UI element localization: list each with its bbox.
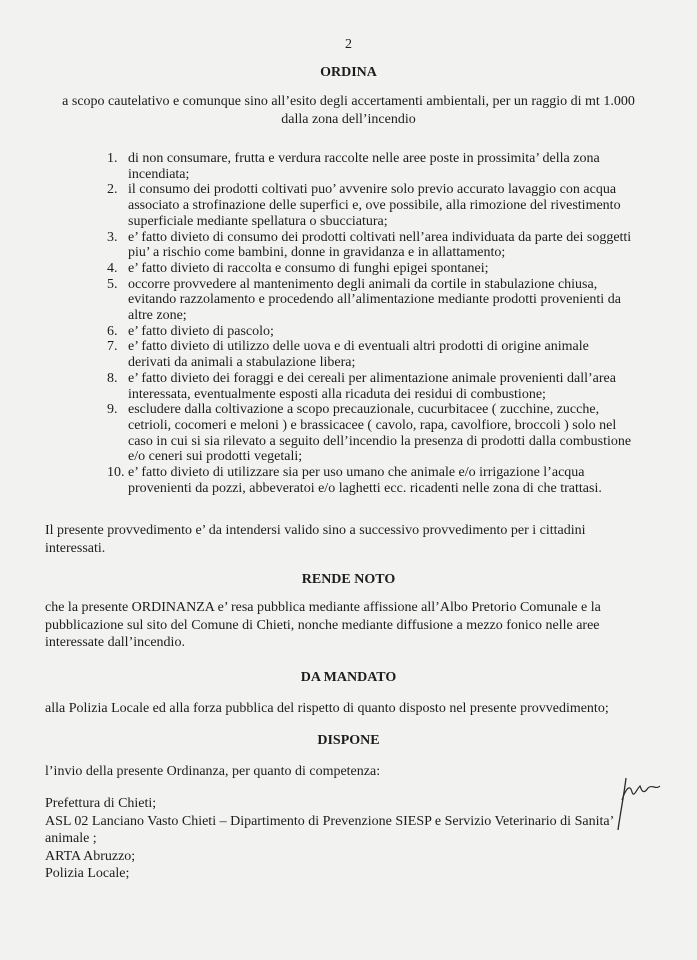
item-text	[128, 277, 621, 324]
da-mandato-paragraph	[45, 700, 609, 718]
item-text	[128, 324, 274, 340]
recipient: animale ;	[45, 831, 97, 846]
recipients-list	[45, 795, 614, 883]
item-line: e’ fatto divieto dei foraggi e dei cereali per alimentazione animale provenienti dall’area	[128, 370, 616, 386]
paragraph-line: Il presente provvedimento e’ da intendersi valido sino a successivo provvedimento per i cittadini	[45, 523, 586, 538]
validity-paragraph	[45, 522, 586, 557]
paragraph-line: alla Polizia Locale ed alla forza pubblica del rispetto di quanto disposto nel presente provvedimento;	[45, 701, 609, 716]
item-text	[128, 151, 600, 182]
item-line: associato a strofinazione delle superfici e, ove possibile, alla rimozione del rivestimento	[128, 198, 621, 214]
item-line: di non consumare, frutta e verdura raccolte nelle aree poste in prossimita’ della zona	[128, 151, 600, 166]
item-line: caso in cui si sia rilevato a seguito dell’incendio la presenza di prodotti dalla combustione	[128, 433, 632, 449]
item-line: cetrioli, cocomeri e meloni ) e brassicacee ( cavolo, rapa, cavolfiore, broccoli ) solo nel	[128, 417, 617, 433]
item-line: superficiale mediante spellatura o sbucciatura;	[128, 213, 388, 229]
item-text	[128, 230, 631, 261]
item-number: 3.	[107, 229, 118, 245]
recipient: Polizia Locale;	[45, 866, 130, 881]
paragraph-line: pubblicazione sul sito del Comune di Chieti, nonche mediante diffusione a mezzo fonico nelle aree	[45, 617, 600, 633]
recipient: Prefettura di Chieti;	[45, 796, 157, 811]
ordina-heading: ORDINA	[320, 65, 377, 80]
item-text	[128, 402, 631, 465]
item-text	[128, 261, 489, 277]
item-line: incendiata;	[128, 166, 190, 182]
recipient: ARTA Abruzzo;	[45, 848, 136, 864]
item-line: il consumo dei prodotti coltivati puo’ avvenire solo previo accurato lavaggio con acqua	[128, 182, 617, 198]
item-line: provenienti da pozzi, abbeveratoi e/o laghetti ecc. ricadenti nelle zona di che trattasi.	[128, 480, 602, 496]
dispone-heading: DISPONE	[317, 733, 380, 748]
recipient: ASL 02 Lanciano Vasto Chieti – Dipartimento di Prevenzione SIESP e Servizio Veterinario di Sanita’	[45, 813, 615, 829]
item-line: e’ fatto divieto di consumo dei prodotti coltivati nell’area individuata da parte dei soggetti	[128, 229, 632, 245]
item-number: 2.	[107, 182, 118, 198]
rende-noto-paragraph	[45, 599, 601, 652]
da-mandato-heading: DA MANDATO	[300, 670, 397, 685]
item-number: 1.	[107, 151, 118, 166]
item-text	[128, 182, 621, 229]
item-number: 10.	[107, 465, 125, 480]
item-line: e’ fatto divieto di pascolo;	[128, 323, 274, 339]
item-line: piu’ a rischio come bambini, donne in gravidanza e in allattamento;	[128, 245, 506, 261]
item-line: e’ fatto divieto di utilizzo delle uova e di eventuali altri prodotti di origine animale	[128, 339, 589, 355]
item-line: escludere dalla coltivazione a scopo precauzionale, cucurbitacee ( zucchine, zucche,	[128, 402, 600, 418]
rende-noto-heading: RENDE NOTO	[301, 572, 396, 587]
item-number: 4.	[107, 260, 118, 276]
item-line: occorre provvedere al mantenimento degli animali da cortile in stabulazione chiusa,	[128, 276, 598, 292]
paragraph-line: l’invio della presente Ordinanza, per quanto di competenza:	[45, 764, 381, 779]
item-text	[128, 371, 616, 402]
item-line: e’ fatto divieto di raccolta e consumo di funghi epigei spontanei;	[128, 260, 489, 276]
item-number: 5.	[107, 276, 118, 292]
paragraph-line: interessate dall’incendio.	[45, 635, 185, 650]
intro-line: a scopo cautelativo e comunque sino all’esito degli accertamenti ambientali, per un raggio di mt 1.000	[62, 94, 635, 109]
item-number: 6.	[107, 323, 118, 339]
paragraph-line: interessati.	[45, 540, 106, 556]
item-line: interessata, eventualmente esposti alla ricaduta dei residui di combustione;	[128, 386, 546, 402]
item-line: e/o ceneri sui prodotti vegetali;	[128, 449, 303, 465]
item-line: altre zone;	[128, 308, 187, 323]
item-line: derivati da animali a stabulazione libera;	[128, 355, 356, 371]
item-number: 8.	[107, 370, 118, 386]
handwritten-initials-signature	[612, 770, 672, 835]
ordina-intro	[0, 93, 697, 128]
paragraph-line: che la presente ORDINANZA e’ resa pubblica mediante affissione all’Albo Pretorio Comunale e la	[45, 600, 601, 615]
item-line: evitando razzolamento e procedendo all’alimentazione mediante prodotti provenienti da	[128, 292, 621, 308]
item-number: 7.	[107, 339, 118, 355]
page-number: 2	[345, 37, 352, 52]
item-text	[128, 339, 589, 370]
intro-line: dalla zona dell’incendio	[281, 111, 416, 127]
item-number: 9.	[107, 402, 118, 418]
item-line: e’ fatto divieto di utilizzare sia per uso umano che animale e/o irrigazione l’acqua	[128, 465, 585, 480]
item-text	[128, 465, 602, 496]
dispone-paragraph	[45, 763, 380, 781]
